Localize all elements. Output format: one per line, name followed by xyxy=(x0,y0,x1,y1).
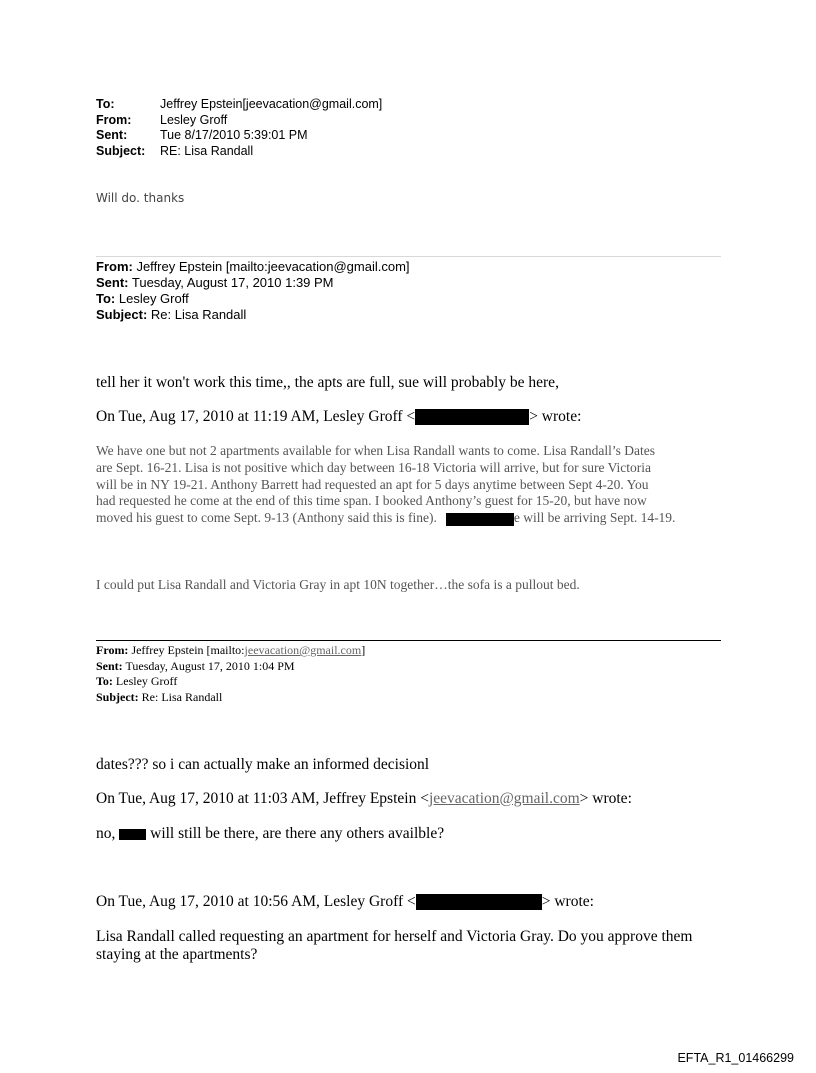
email-body-1: Will do. thanks xyxy=(96,191,185,205)
from-label: From: xyxy=(96,112,132,127)
subject-label: Subject: xyxy=(96,307,148,322)
sent-value: Tuesday, August 17, 2010 1:04 PM xyxy=(122,658,295,673)
sent-label: Sent: xyxy=(96,658,123,673)
email-link[interactable]: jeevacation@gmail.com xyxy=(428,790,580,807)
quote-intro-text: On Tue, Aug 17, 2010 at 11:03 AM, Jeffrey Epstein < xyxy=(96,790,429,807)
email-link[interactable]: jeevacation@gmail.com xyxy=(244,643,362,657)
sent-value: Tuesday, August 17, 2010 1:39 PM xyxy=(128,275,334,290)
redaction-block xyxy=(119,829,146,840)
quote-intro-2 xyxy=(96,408,581,426)
sent-value: Tue 8/17/2010 5:39:01 PM xyxy=(160,128,308,142)
from-value: Lesley Groff xyxy=(160,112,228,127)
final-message xyxy=(96,928,692,964)
quoted-line: will be in NY 19-21. Anthony Barrett had requested an apt for 5 days anytime between Sept 4-20. You xyxy=(96,476,649,492)
reply-text: no, xyxy=(96,825,116,842)
subject-value: Re: Lisa Randall xyxy=(138,689,223,704)
quoted-line-part: moved his guest to come Sept. 9-13 (Anthony said this is fine). xyxy=(96,510,437,526)
reply-text: will still be there, are there any others availble? xyxy=(146,825,445,842)
final-message-line: staying at the apartments? xyxy=(96,946,258,963)
email-header-3 xyxy=(96,643,365,705)
to-value: Jeffrey Epstein[jeevacation@gmail.com] xyxy=(160,97,383,111)
quote-intro-text: > wrote: xyxy=(541,893,594,910)
sent-label: Sent: xyxy=(96,275,129,290)
from-label: From: xyxy=(96,643,129,657)
quoted-line: are Sept. 16-21. Lisa is not positive which day between 16-18 Victoria will arrive, but for sure Victoria xyxy=(96,459,651,475)
from-label: From: xyxy=(96,259,133,274)
to-label: To: xyxy=(96,291,116,306)
divider-1 xyxy=(96,256,721,257)
document-id: EFTA_R1_01466299 xyxy=(677,1051,794,1065)
quote-intro-text: On Tue, Aug 17, 2010 at 10:56 AM, Lesley Groff < xyxy=(96,893,416,910)
from-value-end: ] xyxy=(361,643,366,657)
from-value: Jeffrey Epstein [mailto:jeevacation@gmail.com] xyxy=(132,259,410,274)
final-message-line: Lisa Randall called requesting an apartment for herself and Victoria Gray. Do you approve them xyxy=(96,928,693,945)
redaction-block xyxy=(415,409,529,425)
quoted-line xyxy=(96,510,675,527)
quoted-line-part: e will be arriving Sept. 14-19. xyxy=(513,510,676,526)
email-body-2: tell her it won't work this time,, the apts are full, sue will probably be here, xyxy=(96,374,559,391)
subject-value: RE: Lisa Randall xyxy=(160,143,254,158)
quoted-paragraph-1 xyxy=(96,443,675,527)
to-value: Lesley Groff xyxy=(112,674,178,688)
quoted-line: had requested he come at the end of this time span. I booked Anthony’s guest for 15-20, but have now xyxy=(96,493,647,509)
from-value: Jeffrey Epstein [mailto: xyxy=(128,643,245,657)
quote-intro-3 xyxy=(96,790,632,808)
to-value: Lesley Groff xyxy=(115,291,189,306)
quote-intro-text: > wrote: xyxy=(529,408,582,425)
subject-label: Subject: xyxy=(96,143,146,158)
subject-label: Subject: xyxy=(96,689,139,704)
redaction-block xyxy=(446,513,514,526)
email-body-3: dates??? so i can actually make an informed decisionl xyxy=(96,756,430,773)
sent-label: Sent: xyxy=(96,128,128,142)
quote-intro-text: > wrote: xyxy=(579,790,632,807)
to-label: To: xyxy=(96,97,115,111)
reply-line xyxy=(96,825,444,843)
quote-intro-4 xyxy=(96,893,594,911)
redaction-block xyxy=(416,894,542,910)
quoted-paragraph-2: I could put Lisa Randall and Victoria Gray in apt 10N together…the sofa is a pullout bed. xyxy=(96,577,580,592)
email-header-2 xyxy=(96,259,410,323)
email-header-1 xyxy=(96,97,382,159)
quote-intro-text: On Tue, Aug 17, 2010 at 11:19 AM, Lesley Groff < xyxy=(96,408,416,425)
divider-2 xyxy=(96,640,721,641)
quoted-line: We have one but not 2 apartments available for when Lisa Randall wants to come. Lisa Randall’s Dates xyxy=(96,443,655,458)
to-label: To: xyxy=(96,674,113,688)
subject-value: Re: Lisa Randall xyxy=(147,307,247,322)
